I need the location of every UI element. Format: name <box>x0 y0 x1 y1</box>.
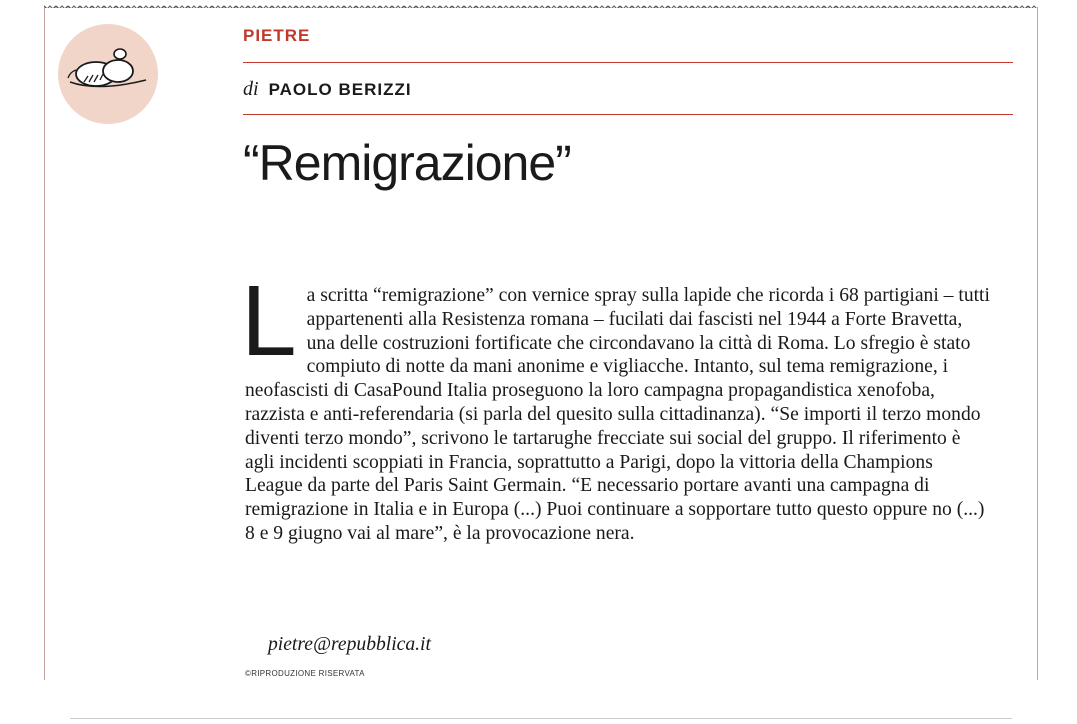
section-divider <box>243 62 1013 63</box>
top-decorative-border <box>44 0 1038 8</box>
byline-divider <box>243 114 1013 115</box>
bottom-divider <box>70 718 1012 719</box>
section-label: PIETRE <box>243 26 311 45</box>
copyright-notice: ©RIPRODUZIONE RISERVATA <box>245 669 365 678</box>
contact-email[interactable]: pietre@repubblica.it <box>268 634 431 655</box>
drop-cap: L <box>241 265 297 377</box>
byline-author: PAOLO BERIZZI <box>268 80 412 99</box>
headline: “Remigrazione” <box>243 135 571 191</box>
page-frame-left <box>44 8 45 680</box>
byline-prefix: di <box>243 78 259 100</box>
stones-icon <box>58 24 158 124</box>
page-frame-right <box>1037 8 1038 680</box>
byline <box>243 78 412 101</box>
article-text: a scritta “remigrazione” con vernice spray sulla lapide che ricorda i 68 partigiani – tutti appartenenti alla Resistenza romana – fucilati dai fascisti nel 1944 a Forte Bravetta, una delle costruzioni fortificate che circondavano la città di Roma. Lo sfregio è stato compiuto di notte da mani anonime e vigliacche. Intanto, sul tema remigrazione, i neofascisti di CasaPound Italia proseguono la loro campagna propagandistica xenofoba, razzista e anti-referendaria (si parla del quesito sulla cittadinanza). “Se importi il terzo mondo diventi terzo mondo”, scrivono le tartarughe frecciate sui social del gruppo. Il riferimento è agli incidenti scoppiati in Francia, soprattutto a Parigi, dopo la vittoria della Champions League da parte del Paris Saint Germain. “E necessario portare avanti una campagna di remigrazione in Italia e in Europa (...) Puoi continuare a sopportare tutto questo oppure no (...) 8 e 9 giugno vai al mare”, è la provocazione nera. <box>245 285 990 544</box>
article-body <box>241 265 990 546</box>
